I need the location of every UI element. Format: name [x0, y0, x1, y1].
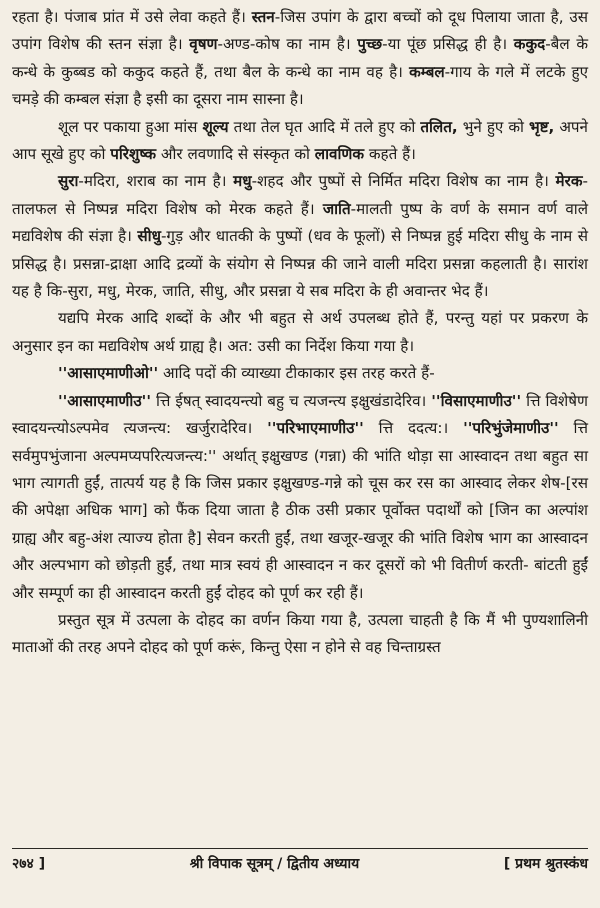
paragraph-sutra-summary: प्रस्तुत सूत्र में उत्पला के दोहद का वर्णन किया गया है, उत्पला चाहती है कि मैं भी पुण्यशालिनी माताओं की तरह अपने दोहद को पूर्ण करूं, किन्तु ऐसा न होने से वह चिन्ताग्रस्त	[12, 610, 588, 657]
paragraph-liquor-types: सुरा-मदिरा, शराब का नाम है। मधु-शहद और पुष्पों से निर्मित मदिरा विशेष का नाम है। मेरक-तालफल से निष्पन्न मदिरा विशेष को मेरक कहते हैं। जाति-मालती पुष्प के वर्ण के समान वर्ण वाले मद्यविशेष की संज्ञा है। सीधु-गुड़ और धातकी के पुष्पों (धव के फूलों) से निष्पन्न हुई मदिरा सीधु के नाम से प्रसिद्ध है। प्रसन्ना-द्राक्षा आदि द्रव्यों के संयोग से निष्पन्न की जाने वाली मदिरा प्रसन्ना कहलाती है। सारांश यह है कि-सुरा, मधु, मेरक, जाति, सीधु, और प्रसन्ना ये सब मदिरा के ही अवान्तर भेद हैं।	[12, 172, 588, 301]
term-sura: सुरा	[58, 172, 79, 191]
term-madhu: मधु	[233, 172, 252, 191]
page-number: २७४ ]	[12, 856, 46, 872]
term-vrishan: वृषण	[189, 35, 218, 54]
term-stan: स्तन	[251, 8, 275, 26]
term-kambal: कम्बल	[409, 62, 445, 81]
section-name: [ प्रथम श्रुतस्कंध	[503, 856, 588, 872]
term-talit: तलित,	[420, 117, 458, 136]
book-title: श्री विपाक सूत्रम् / द्वितीय अध्याय	[189, 856, 360, 872]
term-asaemanio: ''आसाएमाणीओ''	[58, 364, 159, 383]
paragraph-body-parts: रहता है। पंजाब प्रांत में उसे लेवा कहते हैं। स्तन-जिस उपांग के द्वारा बच्चों को दूध पिलाया जाता है, उस उपांग विशेष की स्तन संज्ञा है। वृषण-अण्ड-कोष का नाम है। पुच्छ-या पूंछ प्रसिद्ध ही है। ककुद-बैल के कन्धे के कुब्बड को ककुद कहते हैं, तथा बैल के कन्धे का नाम वह है। कम्बल-गाय के गले में लटके हुए चमड़े की कम्बल संज्ञा है इसी का दूसरा नाम सास्ना है।	[12, 8, 588, 109]
term-parishushk: परिशुष्क	[110, 145, 157, 164]
term-bhrisht: भृष्ट,	[528, 117, 555, 136]
term-paribhunjemaniu: ''परिभुंजेमाणीउ''	[463, 419, 559, 438]
term-visaemaniu: ''विसाएमाणीउ''	[431, 391, 522, 410]
paragraph-commentary-intro: ''आसाएमाणीओ'' आदि पदों की व्याख्या टीकाकार इस तरह करते हैं-	[58, 364, 435, 383]
term-sidhu: सीधु	[137, 227, 161, 246]
page-footer	[12, 848, 588, 873]
paragraph-meaning-note: यद्यपि मेरक आदि शब्दों के और भी बहुत से अर्थ उपलब्ध होते हैं, परन्तु यहां पर प्रकरण के अनुसार इन का मद्यविशेष अर्थ ग्राह्य है। अत: उसी का निर्देश किया गया है।	[12, 309, 588, 355]
body-text	[12, 4, 588, 662]
term-kakud: ककुद	[513, 35, 546, 54]
term-lavanik: लावणिक	[314, 145, 365, 164]
paragraph-meat-types: शूल पर पकाया हुआ मांस शूल्य तथा तेल घृत आदि में तले हुए को तलित, भुने हुए को भृष्ट, अपने आप सूखे हुए को परिशुष्क और लवणादि से संस्कृत को लावणिक कहते हैं।	[12, 117, 588, 164]
term-asaemaniu: ''आसाएमाणीउ''	[58, 391, 151, 410]
term-shulya: शूल्य	[202, 117, 229, 136]
term-jati: जाति	[322, 199, 351, 218]
term-paribhaemaniu: ''परिभाएमाणीउ''	[267, 419, 364, 438]
paragraph-commentary: ''आसाएमाणीउ'' त्ति ईषत् स्वादयन्त्यो बहु च त्यजन्त्य इक्षुखंडादेरिव। ''विसाएमाणीउ'' त्ति विशेषेण स्वादयन्त्योऽल्पमेव त्यजन्त्य: खर्जुरादेरिव। ''परिभाएमाणीउ'' त्ति ददत्य:। ''परिभुंजेमाणीउ'' त्ति सर्वमुपभुंजाना अल्पमप्यपरित्यजन्त्य:'' अर्थात् इक्षुखण्ड (गन्ना) की भांति थोड़ा सा आस्वादन तथा बहुत सा भाग त्यागती हुईं, तात्पर्य यह है कि जिस प्रकार इक्षुखण्ड-गन्ने को चूस कर रस का आस्वाद लेकर शेष-[रस की अपेक्षा अधिक भाग] को फैंक दिया जाता है ठीक उसी प्रकार पूर्वोक्त पदार्थों को [जिन का अल्पांश ग्राह्य और बहु-अंश त्याज्य होता है] सेवन करती हुईं, तथा खजूर-खजूर की भांति विशेष भाग का आस्वादन और अल्पभाग को छोड़ती हुईं, तथा मात्र स्वयं ही आस्वादन न कर दूसरों को भी वितीर्ण करती- बांटती हुईं और सम्पूर्ण का ही आस्वादन करती हुईं दोहद को पूर्ण कर रही हैं।	[12, 391, 588, 602]
term-puchh: पुच्छ	[357, 35, 383, 54]
term-merak: मेरक	[555, 172, 583, 191]
